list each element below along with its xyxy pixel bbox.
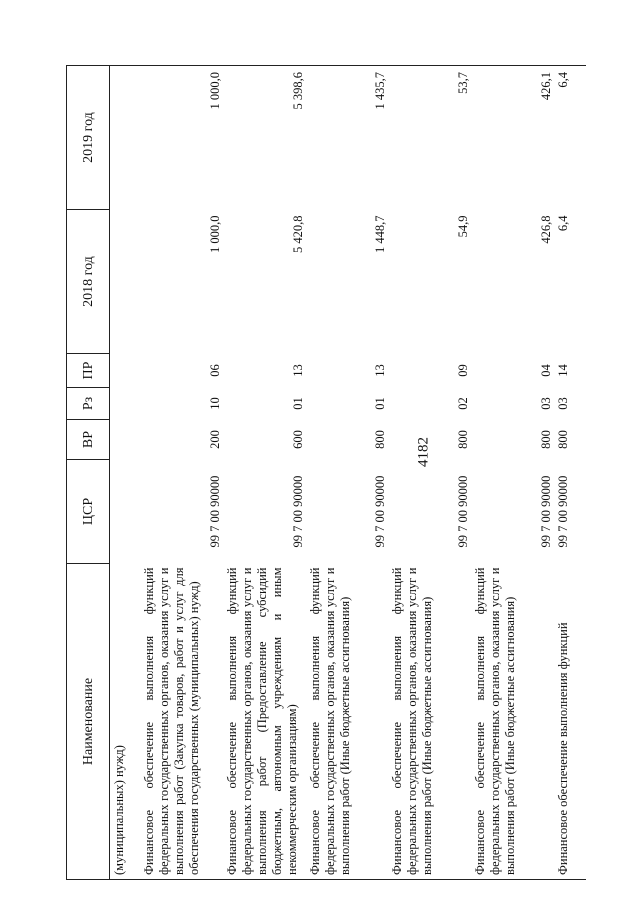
table-row xyxy=(388,66,471,880)
header-2018: 2018 год xyxy=(67,210,110,354)
row-name: Финансовое обеспечение выполнения функций федеральных государственных органов, оказания услуг и выполнения работ (Закупка товаров, работ и услуг для обеспечения государственных (муниципальных) нужд) xyxy=(140,564,223,880)
header-name: Наименование xyxy=(67,564,110,880)
row-2019: 5 398,6 xyxy=(223,66,306,210)
row-vr: 800 xyxy=(555,430,570,449)
row-2019: 1 435,7 xyxy=(306,66,389,210)
table-row xyxy=(306,66,389,880)
row-csr: 99 7 00 90000 xyxy=(373,475,388,548)
row-vr: 200 xyxy=(207,430,222,449)
row-pr xyxy=(110,354,141,388)
row-pr: 14 xyxy=(555,364,570,377)
row-rz: 03 xyxy=(555,397,570,410)
row-name: Финансовое обеспечение выполнения функций федеральных государственных органов, оказания услуг и выполнения работ (Предоставление субсидий бюджетным, автономным учреждениям и иным некоммерческим организациям) xyxy=(223,564,306,880)
row-name: Финансовое обеспечение выполнения функций федеральных государственных органов, оказания услуг и выполнения работ (Иные бюджетные ассигнования) xyxy=(471,564,554,880)
header-csr: ЦСР xyxy=(67,460,110,564)
row-vr: 600 xyxy=(290,430,305,449)
row-pr: 13 xyxy=(373,364,388,377)
row-rz: 01 xyxy=(290,397,305,410)
header-rz: Рз xyxy=(67,388,110,420)
row-rz: 03 xyxy=(538,397,553,410)
row-name: Финансовое обеспечение выполнения функций федеральных государственных органов, оказания услуг и выполнения работ (Иные бюджетные ассигнования) xyxy=(388,564,471,880)
table-row xyxy=(471,66,554,880)
row-csr: 99 7 00 90000 xyxy=(456,475,470,548)
header-2019: 2019 год xyxy=(67,66,110,210)
row-vr: 800 xyxy=(538,430,553,449)
row-vr: 800 xyxy=(456,430,470,449)
row-rz: 02 xyxy=(456,397,470,410)
row-2019 xyxy=(110,66,141,210)
table-row xyxy=(223,66,306,880)
row-csr: 99 7 00 90000 xyxy=(290,475,305,548)
row-csr: 99 7 00 90000 xyxy=(538,475,553,548)
row-csr: 99 7 00 90000 xyxy=(555,475,570,548)
row-rz xyxy=(110,388,141,420)
row-name: Финансовое обеспечение выполнения функций федеральных государственных органов, оказания услуг и выполнения работ (Иные бюджетные ассигнования) xyxy=(306,564,389,880)
header-row xyxy=(67,66,110,880)
row-2019: 426,1 xyxy=(471,66,554,210)
row-vr: 800 xyxy=(373,430,388,449)
row-name: Финансовое обеспечение выполнения функций xyxy=(554,564,586,880)
row-rz: 10 xyxy=(207,397,222,410)
row-2018 xyxy=(110,210,141,354)
row-2019: 53,7 xyxy=(388,66,471,210)
row-2018: 5 420,8 xyxy=(290,215,305,253)
header-vr: ВР xyxy=(67,420,110,460)
row-pr: 04 xyxy=(538,364,553,377)
row-name: (муниципальных) нужд) xyxy=(110,564,141,880)
row-2019: 1 000,0 xyxy=(140,66,223,210)
row-2018: 426,8 xyxy=(538,215,553,244)
page-number: 4182 xyxy=(415,437,432,467)
row-2018: 1 448,7 xyxy=(373,215,388,253)
row-2018: 1 000,0 xyxy=(207,215,222,253)
row-2019: 6,4 xyxy=(554,66,586,210)
row-vr xyxy=(110,420,141,460)
rotated-page xyxy=(66,66,586,880)
table-row xyxy=(554,66,586,880)
row-csr xyxy=(110,460,141,564)
row-pr: 13 xyxy=(290,364,305,377)
header-pr: ПР xyxy=(67,354,110,388)
row-csr: 99 7 00 90000 xyxy=(207,475,222,548)
budget-table xyxy=(66,65,586,880)
table-row xyxy=(110,66,141,880)
row-pr: 06 xyxy=(207,364,222,377)
row-pr: 09 xyxy=(456,364,470,377)
row-2018: 54,9 xyxy=(456,215,470,238)
table-row xyxy=(140,66,223,880)
row-2018: 6,4 xyxy=(555,215,570,232)
row-rz: 01 xyxy=(373,397,388,410)
